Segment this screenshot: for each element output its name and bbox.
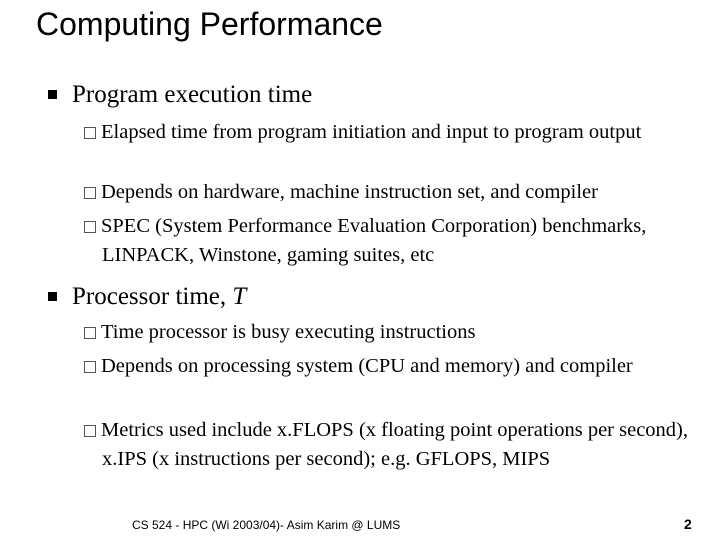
square-bullet-icon (48, 90, 57, 99)
sub-bullet-time-processor-busy (84, 318, 704, 347)
sub-bullet-depends-hardware (84, 178, 704, 207)
bullet-text: Processor time, T (72, 283, 247, 310)
sub-bullet-elapsed-time (84, 118, 704, 147)
slide-footer: CS 524 - HPC (Wi 2003/04)- Asim Karim @ LUMS (132, 518, 401, 532)
sub-bullet-text: Elapsed time from program initiation and input to program output (101, 121, 642, 143)
variable-t: T (232, 283, 247, 310)
checkbox-bullet-icon (84, 327, 96, 339)
sub-bullet-metrics (84, 416, 704, 474)
checkbox-bullet-icon (84, 221, 96, 233)
page-number: 2 (684, 516, 692, 532)
slide-title: Computing Performance (36, 6, 383, 42)
sub-bullet-text: Metrics used include x.FLOPS (x floating point operations per second), x.IPS (x instructions per second); e.g. GFLOPS, MIPS (101, 419, 688, 470)
checkbox-bullet-icon (84, 187, 96, 199)
sub-bullet-text: SPEC (System Performance Evaluation Corporation) benchmarks, LINPACK, Winstone, gaming suites, etc (101, 215, 647, 266)
checkbox-bullet-icon (84, 361, 96, 373)
bullet-text: Program execution time (72, 81, 313, 108)
sub-bullet-spec (84, 212, 704, 270)
sub-bullet-depends-processing (84, 352, 704, 381)
sub-bullet-text: Depends on processing system (CPU and memory) and compiler (101, 355, 633, 377)
sub-bullet-text: Depends on hardware, machine instruction set, and compiler (101, 181, 598, 203)
square-bullet-icon (48, 292, 57, 301)
checkbox-bullet-icon (84, 425, 96, 437)
checkbox-bullet-icon (84, 127, 96, 139)
sub-bullet-text: Time processor is busy executing instructions (101, 321, 476, 343)
